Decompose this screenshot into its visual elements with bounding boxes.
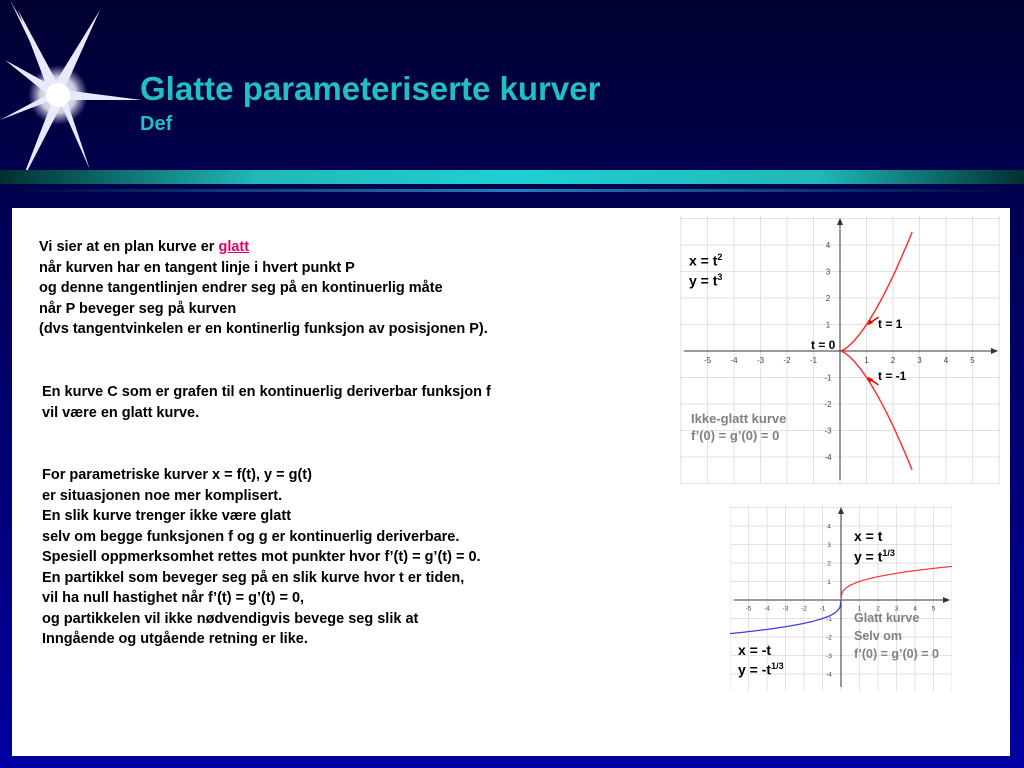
text-line: Spesiell oppmerksomhet rettes mot punkter hvor f’(t) = g’(t) = 0. bbox=[42, 549, 481, 565]
slide-subtitle: Def bbox=[140, 113, 173, 135]
text-line: når kurven har en tangent linje i hvert punkt P bbox=[39, 259, 355, 276]
graph1-caption-1: Ikke-glatt kurve bbox=[691, 411, 787, 426]
label-t-0: t = 0 bbox=[811, 338, 836, 352]
graph1-eq-x: $x = t^2$ bbox=[689, 252, 723, 269]
y-tick-label: 4 bbox=[825, 241, 831, 250]
text-line: selv om begge funksjonen f og g er kontinuerlig deriverbare. bbox=[42, 528, 460, 545]
x-tick-label: 4 bbox=[913, 605, 917, 613]
y-tick-label: -4 bbox=[824, 453, 832, 462]
y-tick-label: 2 bbox=[825, 294, 831, 303]
x-tick-label: 3 bbox=[894, 605, 899, 613]
text-line: En slik kurve trenger ikke være glatt bbox=[42, 508, 292, 524]
graph2-caption-1: Glatt kurve bbox=[854, 611, 920, 625]
x-tick-label: 5 bbox=[931, 605, 936, 613]
x-tick-label: 4 bbox=[943, 356, 949, 365]
y-axis-arrow-icon bbox=[837, 218, 843, 225]
x-tick-label: 1 bbox=[864, 356, 869, 365]
y-tick-label: -4 bbox=[826, 671, 832, 679]
graph2-eq2-y: $y = -t^{1/3}$ bbox=[738, 661, 784, 678]
text-line: er situasjonen noe mer komplisert. bbox=[42, 487, 283, 504]
x-tick-label: -1 bbox=[819, 605, 826, 613]
x-tick-label: -5 bbox=[703, 356, 712, 365]
y-tick-label: -1 bbox=[826, 615, 832, 623]
slide-title: Glatte parameteriserte kurver bbox=[140, 70, 601, 107]
text-line: vil ha null hastighet når f’(t) = g’(t) = 0, bbox=[42, 590, 305, 606]
x-tick-label: 5 bbox=[970, 356, 975, 365]
x-tick-label: -3 bbox=[782, 605, 789, 613]
definition-text-block bbox=[39, 237, 488, 340]
text-line: når P beveger seg på kurven bbox=[39, 300, 237, 317]
text-line: og partikkelen vil ikke nødvendigvis bevege seg slik at bbox=[42, 610, 419, 627]
x-tick-label: -1 bbox=[809, 356, 818, 365]
y-tick-label: 2 bbox=[827, 560, 831, 568]
y-tick-label: -1 bbox=[824, 373, 832, 383]
star-decoration-icon bbox=[0, 0, 150, 190]
x-tick-label: -2 bbox=[801, 605, 807, 613]
text-line: vil være en glatt kurve. bbox=[42, 404, 200, 421]
x-tick-label: -4 bbox=[730, 356, 738, 365]
graph2-caption-3: f’(0) = g’(0) = 0 bbox=[854, 647, 939, 661]
y-tick-label: -2 bbox=[826, 634, 832, 642]
x-tick-label: -3 bbox=[756, 356, 765, 365]
x-tick-label: -2 bbox=[783, 356, 791, 365]
y-tick-label: -3 bbox=[824, 426, 832, 436]
definition-first-line: Vi sier at en plan kurve er glatt bbox=[39, 239, 250, 255]
y-tick-label: -2 bbox=[824, 400, 832, 409]
x-tick-label: 3 bbox=[917, 356, 922, 365]
label-t-minus-1: t = -1 bbox=[878, 369, 907, 383]
y-tick-label: -3 bbox=[826, 652, 832, 660]
text-line: (dvs tangentvinkelen er en kontinerlig funksjon av posisjonen P). bbox=[39, 321, 488, 337]
y-axis-arrow-icon bbox=[838, 507, 844, 514]
graph1-caption-2: f’(0) = g’(0) = 0 bbox=[691, 428, 780, 443]
text-line: En kurve C som er grafen til en kontinuerlig deriverbar funksjon f bbox=[42, 384, 491, 400]
graph2-eq1-y: $y = t^{1/3}$ bbox=[854, 548, 895, 565]
title-divider-band bbox=[0, 170, 1024, 184]
graph2-eq2-x: x = -t bbox=[738, 642, 772, 658]
text-line: For parametriske kurver x = f(t), y = g(t) bbox=[42, 467, 312, 483]
x-axis-arrow-icon bbox=[991, 348, 998, 354]
graph1-eq-y: $y = t^3$ bbox=[689, 272, 723, 289]
text-line: og denne tangentlinjen endrer seg på en kontinuerlig måte bbox=[39, 280, 443, 296]
y-tick-label: 1 bbox=[827, 578, 831, 586]
y-tick-label: 3 bbox=[827, 541, 831, 549]
title-divider-line bbox=[0, 189, 1024, 192]
glatt-link[interactable]: glatt bbox=[218, 239, 250, 255]
x-axis-arrow-icon bbox=[943, 597, 950, 603]
y-tick-label: 3 bbox=[825, 267, 831, 277]
function-graph-text-block bbox=[42, 382, 491, 423]
cusp-curve-graph bbox=[680, 216, 1000, 484]
graph2-eq1-x: x = t bbox=[854, 528, 883, 544]
text-line: En partikkel som beveger seg på en slik kurve hvor t er tiden, bbox=[42, 569, 465, 586]
y-tick-label: 1 bbox=[825, 320, 831, 330]
text-line: Inngående og utgående retning er like. bbox=[42, 631, 308, 647]
parametric-text-block bbox=[42, 465, 481, 650]
x-tick-label: -5 bbox=[745, 605, 752, 613]
graph2-caption-2: Selv om bbox=[854, 629, 902, 643]
x-tick-label: 2 bbox=[876, 605, 880, 613]
x-tick-label: 1 bbox=[857, 605, 862, 613]
label-t-1: t = 1 bbox=[878, 317, 903, 331]
x-tick-label: 2 bbox=[890, 356, 896, 365]
x-tick-label: -4 bbox=[764, 605, 770, 613]
y-tick-label: 4 bbox=[827, 523, 831, 531]
